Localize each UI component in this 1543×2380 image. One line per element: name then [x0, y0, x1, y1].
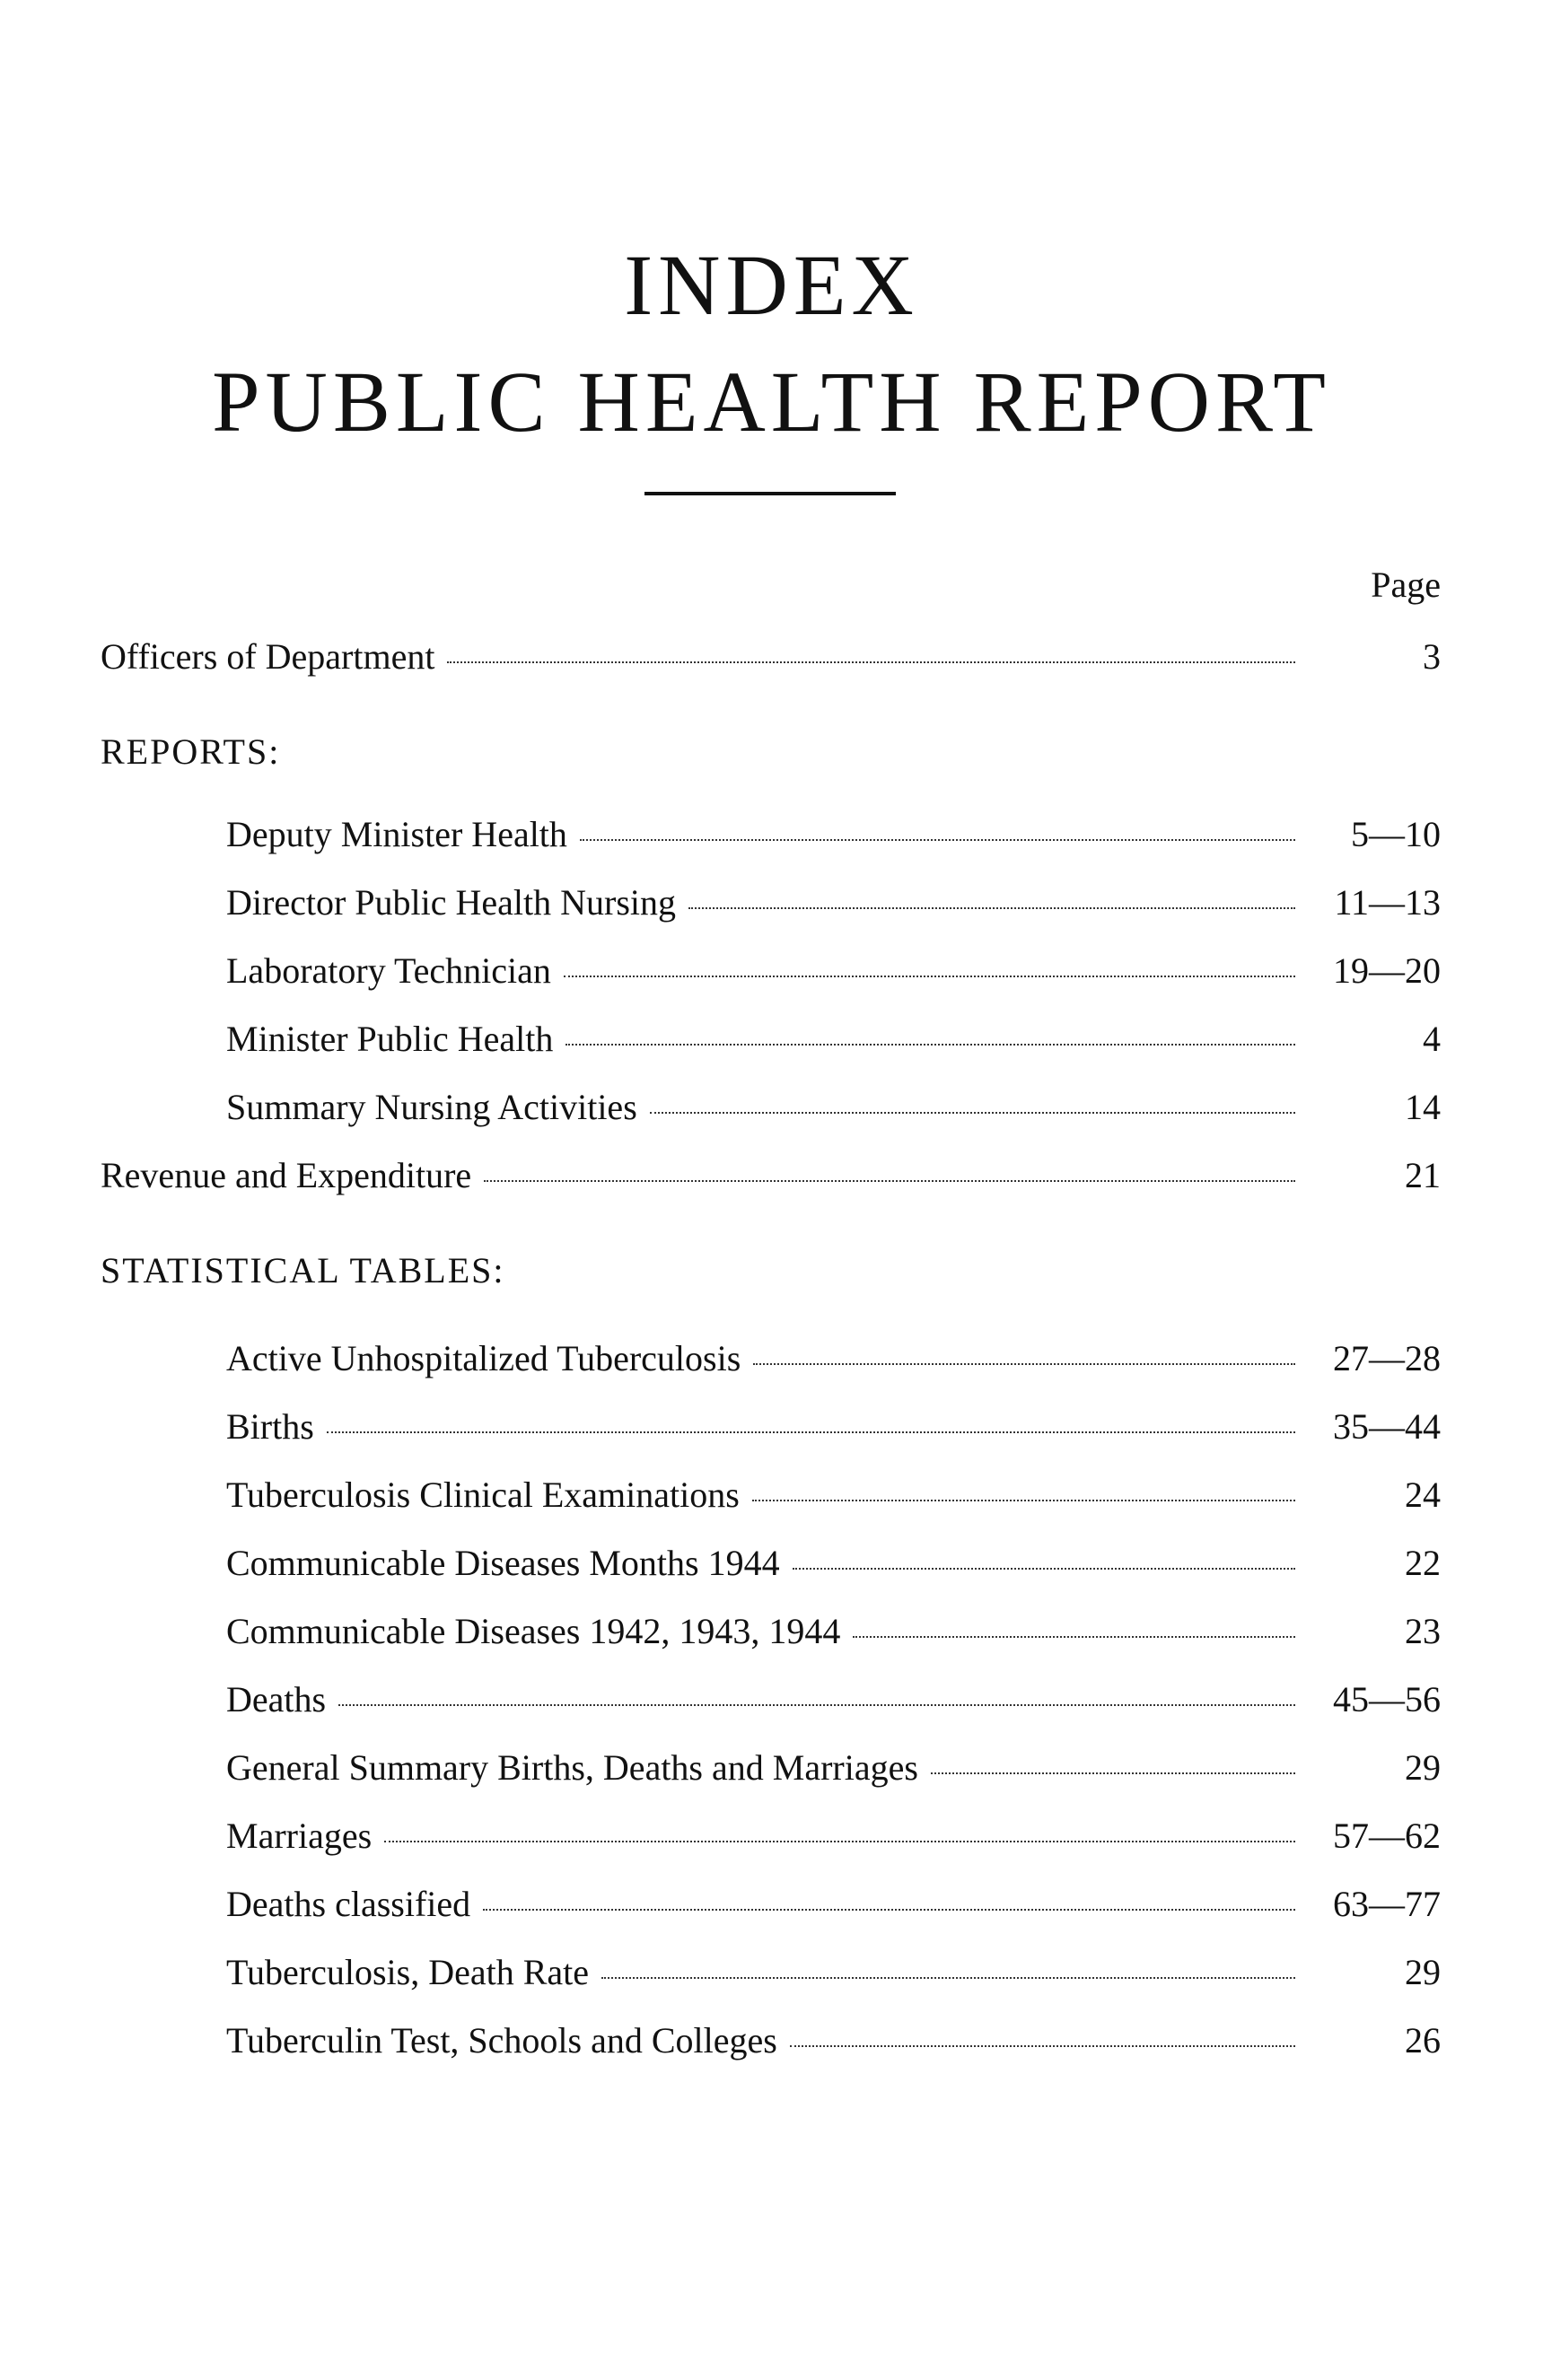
- entry-label: Tuberculosis Clinical Examinations: [226, 1474, 740, 1515]
- entry-page: 57—62: [1333, 1816, 1441, 1856]
- report-entry: [226, 950, 1441, 991]
- entry-label: Laboratory Technician: [226, 950, 551, 991]
- entry-page: 26: [1405, 2020, 1441, 2061]
- dot-leader: [483, 1909, 1295, 1911]
- table-entry: [226, 1818, 1441, 1854]
- dot-leader: [688, 907, 1295, 909]
- table-entry: [226, 1406, 1441, 1447]
- entry-page: 24: [1405, 1474, 1441, 1515]
- entry-label: Communicable Diseases Months 1944: [226, 1543, 780, 1583]
- entry-page: 21: [1405, 1155, 1441, 1195]
- dot-leader: [752, 1500, 1295, 1501]
- entry-page: 27—28: [1333, 1338, 1441, 1378]
- table-entry: [226, 1747, 1441, 1788]
- entry-label: Summary Nursing Activities: [226, 1087, 637, 1127]
- entry-page: 19—20: [1333, 950, 1441, 991]
- entry-page: 29: [1405, 1952, 1441, 1992]
- entry-label: Deaths classified: [226, 1884, 471, 1924]
- dot-leader: [931, 1772, 1295, 1774]
- entry-page: 45—56: [1333, 1679, 1441, 1719]
- dot-leader: [564, 976, 1295, 977]
- statistical-tables-heading: STATISTICAL TABLES:: [101, 1250, 505, 1291]
- table-entry: [226, 1679, 1441, 1719]
- page-column-header: Page: [1371, 564, 1441, 605]
- entry-label: Minister Public Health: [226, 1019, 554, 1059]
- report-title: PUBLIC HEALTH REPORT: [212, 354, 1331, 450]
- entry-label: Births: [226, 1406, 314, 1447]
- entry-page: 63—77: [1333, 1884, 1441, 1924]
- table-entry: [226, 2020, 1441, 2061]
- entry-page: 35—44: [1333, 1406, 1441, 1447]
- dot-leader: [447, 661, 1295, 663]
- entry-label: Officers of Department: [101, 636, 435, 677]
- report-entry: [226, 814, 1441, 854]
- entry-label: Deputy Minister Health: [226, 814, 567, 854]
- dot-leader: [338, 1704, 1295, 1706]
- table-entry: [226, 1338, 1441, 1378]
- index-entry-revenue: [101, 1155, 1441, 1195]
- table-entry: [226, 1952, 1441, 1992]
- entry-label: Director Public Health Nursing: [226, 882, 676, 923]
- index-entry-officers: [101, 636, 1441, 677]
- dot-leader: [753, 1363, 1295, 1365]
- table-entry: [226, 1545, 1441, 1581]
- reports-heading: REPORTS:: [101, 731, 281, 772]
- dot-leader: [580, 839, 1295, 841]
- entry-label: Deaths: [226, 1679, 327, 1719]
- entry-label: Tuberculosis, Death Rate: [226, 1952, 590, 1992]
- dot-leader: [384, 1841, 1295, 1842]
- title-divider: [644, 492, 896, 495]
- entry-page: 14: [1405, 1087, 1441, 1127]
- entry-page: 29: [1405, 1747, 1441, 1788]
- dot-leader: [650, 1112, 1295, 1114]
- report-entry: [226, 882, 1441, 923]
- entry-label: Active Unhospitalized Tuberculosis: [226, 1338, 741, 1378]
- entry-page: 5—10: [1351, 814, 1441, 854]
- table-entry: [226, 1886, 1441, 1922]
- entry-label: Revenue and Expenditure: [101, 1155, 472, 1195]
- dot-leader: [484, 1180, 1295, 1182]
- entry-page: 22: [1405, 1543, 1441, 1583]
- dot-leader: [790, 2045, 1295, 2047]
- entry-label: General Summary Births, Deaths and Marriages: [226, 1747, 918, 1788]
- report-entry: [226, 1089, 1441, 1125]
- dot-leader: [565, 1044, 1295, 1046]
- entry-page: 4: [1423, 1019, 1441, 1059]
- dot-leader: [327, 1431, 1295, 1433]
- report-entry: [226, 1021, 1441, 1057]
- entry-page: 23: [1405, 1611, 1441, 1651]
- dot-leader: [601, 1977, 1295, 1979]
- entry-label: Tuberculin Test, Schools and Colleges: [226, 2020, 777, 2061]
- entry-label: Marriages: [226, 1816, 373, 1856]
- entry-label: Communicable Diseases 1942, 1943, 1944: [226, 1611, 841, 1651]
- entry-page: 3: [1423, 636, 1441, 677]
- dot-leader: [853, 1636, 1295, 1638]
- table-entry: [226, 1611, 1441, 1651]
- dot-leader: [793, 1568, 1295, 1570]
- table-entry: [226, 1474, 1441, 1515]
- entry-page: 11—13: [1334, 882, 1441, 923]
- index-title: INDEX: [624, 237, 919, 333]
